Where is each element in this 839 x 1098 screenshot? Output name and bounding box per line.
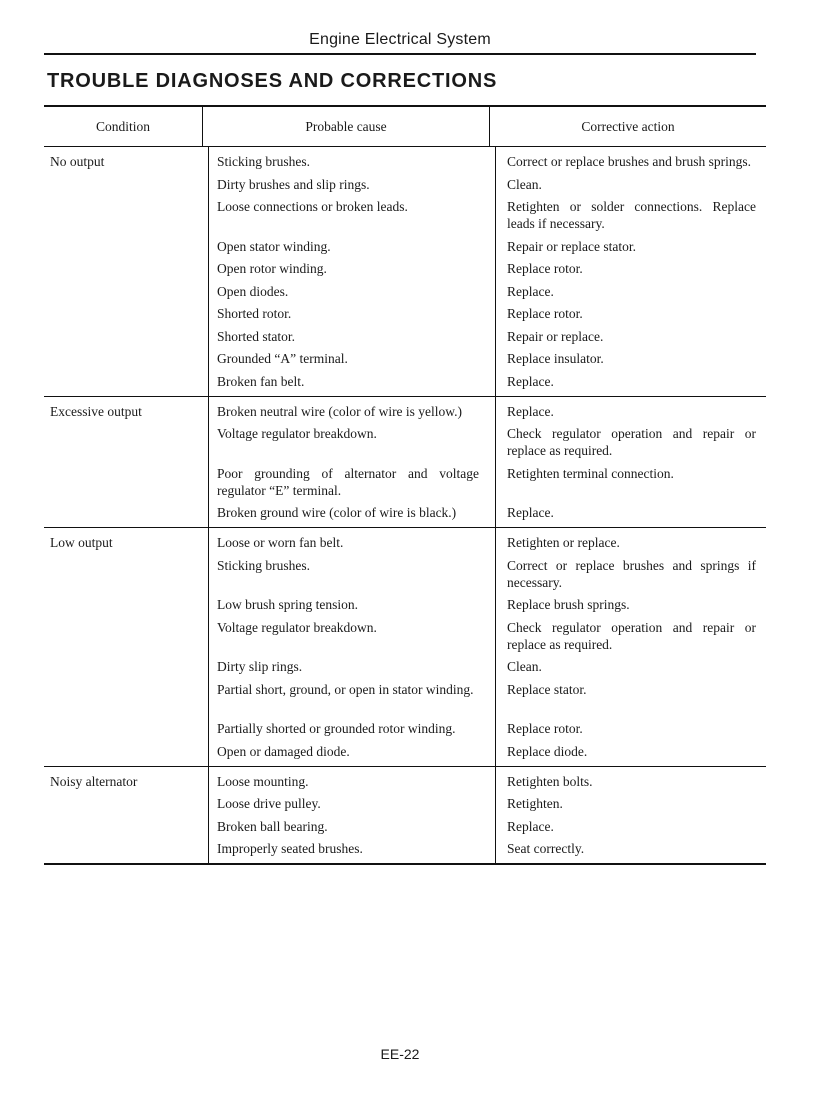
action-line: Replace brush springs.	[507, 597, 630, 612]
action-line: Retighten.	[507, 796, 563, 811]
cause-line: Open rotor winding.	[217, 261, 327, 276]
action-line: Replace rotor.	[507, 261, 583, 276]
cause-line: Sticking brushes.	[217, 557, 310, 573]
condition-cell: Noisy alternator	[50, 773, 138, 789]
diagnosis-table	[44, 105, 766, 865]
condition-cell: Low output	[50, 535, 113, 550]
cause-line: Open diodes.	[217, 283, 289, 299]
cause-line: Broken ball bearing.	[217, 818, 328, 834]
cause-line: Voltage regulator breakdown.	[217, 619, 377, 635]
action-line: Replace.	[507, 505, 554, 520]
cause-line: Shorted stator.	[217, 328, 295, 344]
action-line: Correct or replace brushes and brush springs.	[507, 154, 752, 169]
cause-line: Loose or worn fan belt.	[217, 535, 344, 550]
table-bottom-rule	[44, 863, 766, 865]
action-line: Check regulator operation and repair or replace as required.	[507, 619, 756, 652]
cause-line: Open or damaged diode.	[217, 743, 350, 759]
action-line: Repair or replace.	[507, 328, 604, 344]
action-line: Replace.	[507, 373, 554, 389]
action-line: Check regulator operation and repair or replace as required.	[507, 426, 756, 458]
action-line: Repair or replace stator.	[507, 238, 636, 254]
action-line: Retighten bolts.	[507, 773, 593, 789]
corrective-action-cell	[495, 528, 766, 766]
action-line: Replace rotor.	[507, 721, 583, 736]
probable-cause-cell	[208, 397, 495, 528]
cause-line: Partial short, ground, or open in stator winding.	[217, 681, 474, 697]
cause-line: Loose drive pulley.	[217, 796, 321, 811]
corrective-action-cell	[495, 397, 766, 528]
action-line: Retighten or replace.	[507, 535, 620, 550]
action-line: Replace insulator.	[507, 351, 604, 366]
action-line: Replace.	[507, 403, 554, 419]
cause-line: Poor grounding of alternator and voltage regulator “E” terminal.	[217, 465, 479, 498]
group-noisy-alternator	[44, 767, 766, 864]
cause-line: Shorted rotor.	[217, 306, 292, 321]
cause-line: Broken ground wire (color of wire is black.)	[217, 505, 457, 520]
action-line: Clean.	[507, 176, 542, 192]
cause-line: Improperly seated brushes.	[217, 841, 363, 856]
group-no-output	[44, 147, 766, 396]
group-excessive-output	[44, 397, 766, 528]
condition-cell: No output	[50, 154, 105, 169]
column-header-condition: Condition	[95, 119, 150, 134]
action-line: Replace.	[507, 818, 554, 834]
cause-line: Dirty slip rings.	[217, 659, 303, 674]
action-line: Correct or replace brushes and springs if necessary.	[507, 557, 756, 590]
cause-line: Loose mounting.	[217, 773, 309, 789]
action-line: Retighten or solder connections. Replace leads if necessary.	[507, 199, 756, 231]
corrective-action-cell	[495, 147, 766, 396]
column-header-corrective-action: Corrective action	[489, 107, 766, 146]
corrective-action-cell	[495, 767, 766, 864]
cause-line: Grounded “A” terminal.	[217, 351, 348, 366]
running-header: Engine Electrical System	[309, 31, 491, 48]
cause-line: Low brush spring tension.	[217, 597, 358, 612]
group-low-output	[44, 528, 766, 766]
action-line: Clean.	[507, 659, 542, 674]
cause-line: Open stator winding.	[217, 238, 331, 254]
action-line: Replace stator.	[507, 681, 587, 697]
probable-cause-cell	[208, 147, 495, 396]
header-rule	[44, 53, 756, 55]
cause-line: Voltage regulator breakdown.	[217, 426, 377, 441]
cause-line: Sticking brushes.	[217, 154, 310, 169]
condition-cell: Excessive output	[50, 403, 142, 419]
probable-cause-cell	[208, 767, 495, 864]
action-line: Retighten terminal connection.	[507, 465, 674, 481]
cause-line: Dirty brushes and slip rings.	[217, 176, 370, 192]
cause-line: Partially shorted or grounded rotor winding.	[217, 721, 456, 736]
cause-line: Broken neutral wire (color of wire is yellow.)	[217, 403, 463, 419]
probable-cause-cell	[208, 528, 495, 766]
action-line: Seat correctly.	[507, 841, 585, 856]
column-header-probable-cause: Probable cause	[202, 107, 489, 146]
page-number: EE-22	[380, 1046, 420, 1062]
cause-line: Broken fan belt.	[217, 373, 305, 389]
cause-line: Loose connections or broken leads.	[217, 199, 408, 214]
action-line: Replace.	[507, 283, 554, 299]
section-title: TROUBLE DIAGNOSES AND CORRECTIONS	[47, 70, 498, 92]
action-line: Replace rotor.	[507, 306, 583, 321]
table-header-row	[44, 107, 766, 146]
action-line: Replace diode.	[507, 743, 588, 759]
